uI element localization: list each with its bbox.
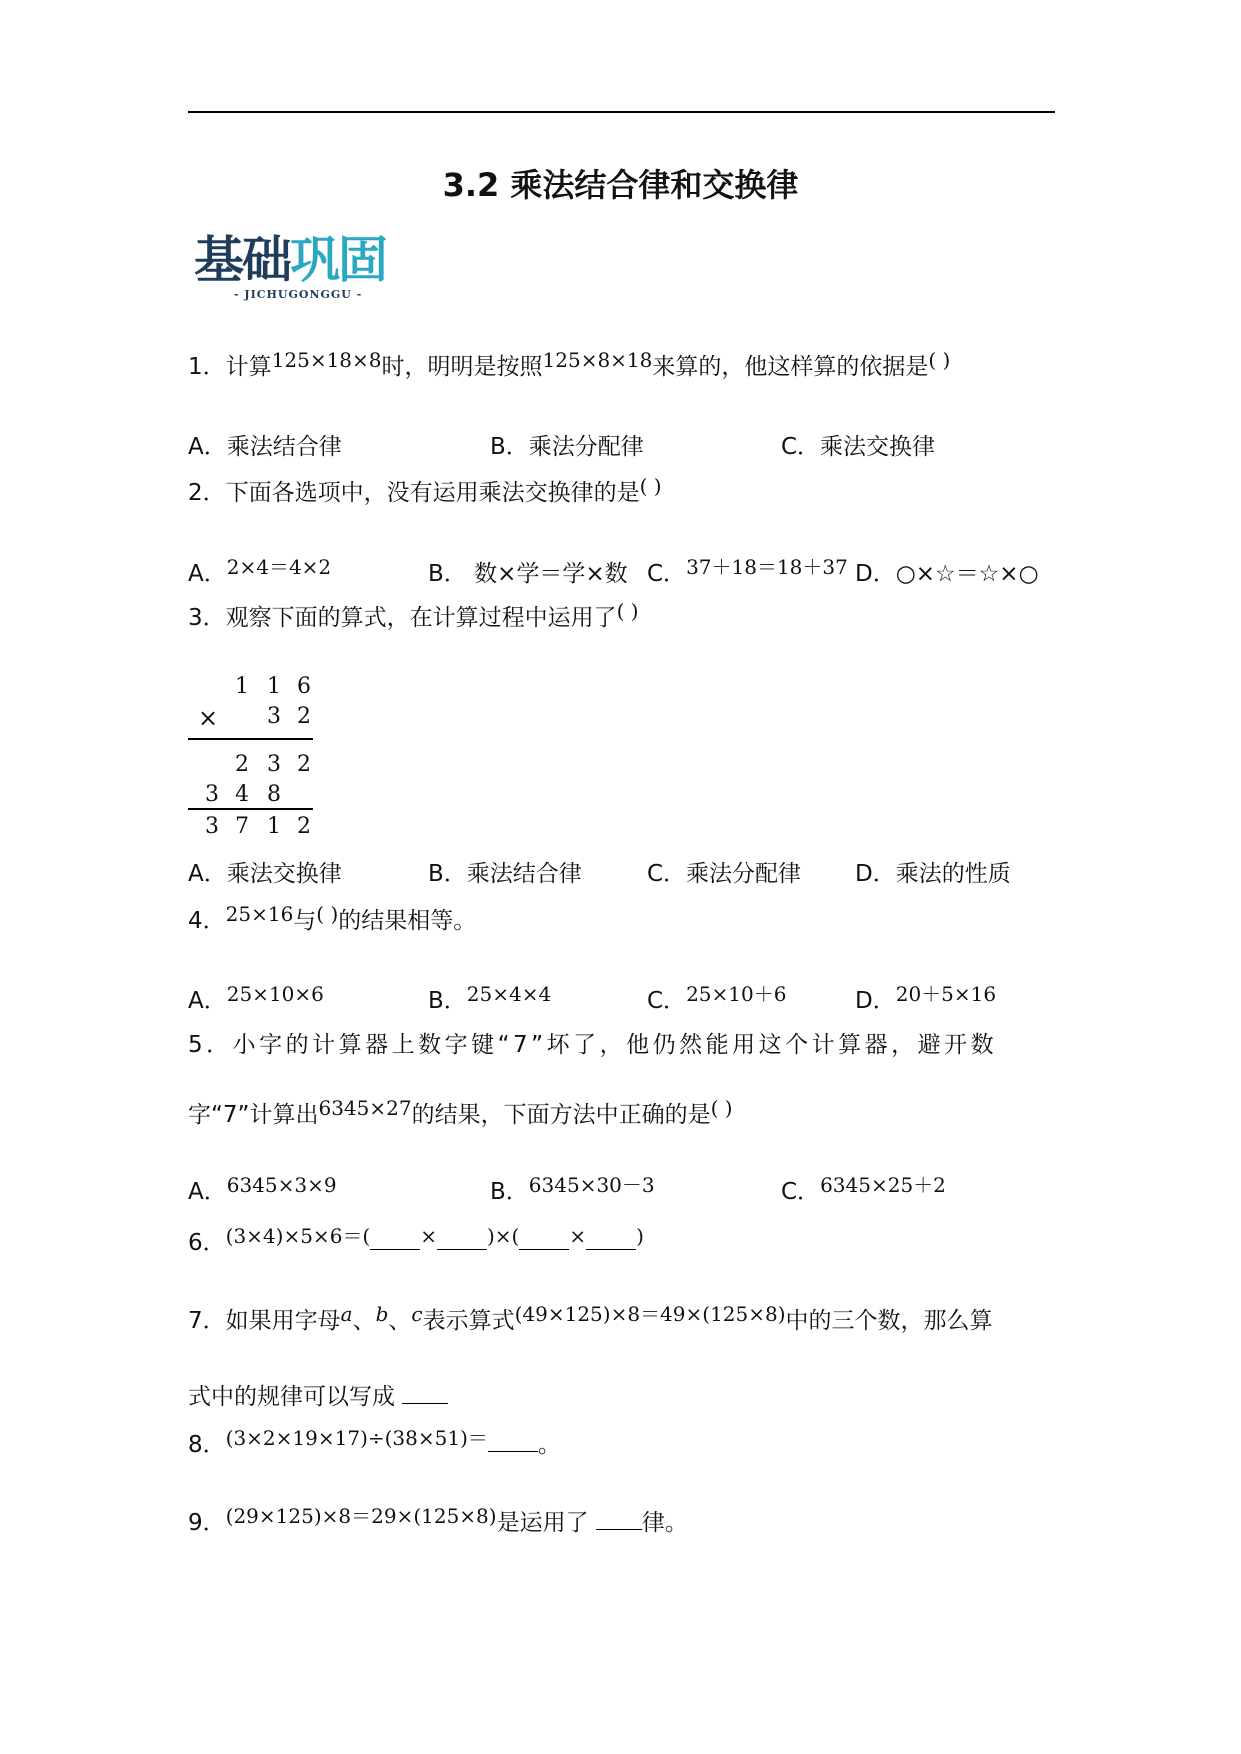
answer-blank[interactable] xyxy=(370,1249,420,1250)
q1-option-a: A．乘法结合律 xyxy=(188,434,342,460)
q8-end: 。 xyxy=(537,1432,561,1458)
q2-option-c xyxy=(647,555,848,588)
calc-digit: 4 xyxy=(235,782,249,807)
q4-b-label: B． xyxy=(428,988,467,1014)
q5-text-a: 字“7”计算出 xyxy=(188,1102,319,1128)
page-title: 3.2 乘法结合律和交换律 xyxy=(442,166,799,204)
q4-d-label: D． xyxy=(855,988,896,1014)
answer-blank[interactable] xyxy=(596,1529,642,1530)
calc-digit: 7 xyxy=(235,814,249,839)
question-8 xyxy=(188,1426,561,1460)
logo-text-dark: 基础 xyxy=(194,231,290,289)
q5-a-expr: 6345×3×9 xyxy=(226,1173,337,1197)
q4-b-expr: 25×4×4 xyxy=(466,982,552,1006)
q9-text-2: 是运用了 xyxy=(496,1510,589,1536)
q5-c-expr: 6345×25＋2 xyxy=(820,1173,946,1197)
q5-c-label: C． xyxy=(781,1179,821,1205)
calc-digit: 2 xyxy=(297,752,311,777)
q7-line-1 xyxy=(188,1302,993,1336)
q1-option-b: B．乘法分配律 xyxy=(490,434,644,460)
q1-text-1: 1．计算 xyxy=(188,354,272,380)
q2-a-expr: 2×4＝4×2 xyxy=(226,555,332,579)
q3-answer-paren: ( ) xyxy=(616,599,639,623)
q2-answer-paren: ( ) xyxy=(639,474,662,498)
calc-digit: 3 xyxy=(267,704,281,729)
q1-expr-1: 125×18×8 xyxy=(271,348,382,372)
q1-expr-2: 125×8×18 xyxy=(542,348,653,372)
calc-rule xyxy=(188,738,313,740)
q9-num: 9． xyxy=(188,1510,226,1536)
q7-text-c: 中的三个数，那么算 xyxy=(785,1308,993,1334)
q5-line-2 xyxy=(188,1096,733,1130)
times-sign: × xyxy=(198,704,219,732)
question-2 xyxy=(188,474,662,508)
q2-a-label: A． xyxy=(188,561,227,587)
q5-option-a xyxy=(188,1173,337,1206)
answer-blank[interactable] xyxy=(519,1249,569,1250)
q7-expr: (49×125)×8＝49×(125×8) xyxy=(514,1302,786,1326)
answer-blank[interactable] xyxy=(488,1451,538,1452)
calc-digit: 2 xyxy=(297,704,311,729)
question-1 xyxy=(188,348,951,382)
calc-digit: 3 xyxy=(205,782,219,807)
q1-answer-paren: ( ) xyxy=(928,348,951,372)
q3-text: 3．观察下面的算式，在计算过程中运用了 xyxy=(188,605,617,631)
q3-option-c: C．乘法分配律 xyxy=(647,861,802,887)
calc-rule xyxy=(188,808,313,810)
q2-option-d xyxy=(855,555,1039,588)
q5-text-b: 的结果，下面方法中正确的是 xyxy=(411,1102,711,1128)
q6-expr: (3×4)×5×6＝( xyxy=(225,1224,371,1248)
q4-c-expr: 25×10＋6 xyxy=(686,982,787,1006)
question-6 xyxy=(188,1224,644,1258)
q7-sep-1: 、 xyxy=(352,1308,376,1334)
q9-end: 律。 xyxy=(641,1510,688,1536)
q4-text-3: 的结果相等。 xyxy=(338,908,477,934)
q1-text-3: 来算的，他这样算的依据是 xyxy=(652,354,929,380)
q3-option-a: A．乘法交换律 xyxy=(188,861,342,887)
q4-expr: 25×16 xyxy=(225,902,294,926)
q6-times-1: × xyxy=(420,1224,437,1248)
calc-digit: 2 xyxy=(235,752,249,777)
answer-blank[interactable] xyxy=(437,1249,487,1250)
section-logo xyxy=(194,232,409,304)
answer-blank[interactable] xyxy=(586,1249,636,1250)
calc-digit: 1 xyxy=(235,674,249,699)
q7-text-a: 7．如果用字母 xyxy=(188,1308,341,1334)
q7-var-c: c xyxy=(411,1302,423,1326)
q4-option-c xyxy=(647,982,786,1015)
q5-answer-paren: ( ) xyxy=(710,1096,733,1120)
question-9 xyxy=(188,1504,688,1538)
q9-expr: (29×125)×8＝29×(125×8) xyxy=(225,1504,497,1528)
calc-digit: 3 xyxy=(205,814,219,839)
q5-option-b xyxy=(490,1173,655,1206)
q4-c-label: C． xyxy=(647,988,687,1014)
q6-mid: )×( xyxy=(487,1224,520,1248)
q2-text: 2．下面各选项中，没有运用乘法交换律的是 xyxy=(188,480,640,506)
calc-digit: 1 xyxy=(267,814,281,839)
q6-end: ) xyxy=(636,1224,644,1248)
q7-line-2 xyxy=(188,1382,448,1412)
calc-digit: 2 xyxy=(297,814,311,839)
q3-option-d: D．乘法的性质 xyxy=(855,861,1011,887)
q2-d-expr: ○×☆＝☆×○ xyxy=(895,561,1039,587)
q4-num: 4． xyxy=(188,908,226,934)
answer-blank[interactable] xyxy=(402,1403,448,1404)
calc-digit: 6 xyxy=(297,674,311,699)
q1-option-c: C．乘法交换律 xyxy=(781,434,936,460)
q4-option-b xyxy=(428,982,551,1015)
q4-answer-paren: ( ) xyxy=(316,902,339,926)
q8-num: 8． xyxy=(188,1432,226,1458)
q7-text-line2: 式中的规律可以写成 xyxy=(188,1384,395,1410)
q4-option-a xyxy=(188,982,324,1015)
q8-expr: (3×2×19×17)÷(38×51)＝ xyxy=(225,1426,488,1450)
q1-text-2: 时，明明是按照 xyxy=(381,354,543,380)
q7-sep-2: 、 xyxy=(388,1308,412,1334)
q5-option-c xyxy=(781,1173,946,1206)
q4-d-expr: 20＋5×16 xyxy=(895,982,997,1006)
q5-a-label: A． xyxy=(188,1179,227,1205)
q4-option-d xyxy=(855,982,996,1015)
question-4 xyxy=(188,902,477,936)
q5-b-label: B． xyxy=(490,1179,529,1205)
calc-digit: 8 xyxy=(267,782,281,807)
logo-text-light: 巩固 xyxy=(290,231,386,289)
q5-b-expr: 6345×30－3 xyxy=(528,1173,655,1197)
q4-a-label: A． xyxy=(188,988,227,1014)
q7-var-a: a xyxy=(340,1302,353,1326)
q4-a-expr: 25×10×6 xyxy=(226,982,324,1006)
calc-digit: 3 xyxy=(267,752,281,777)
q5-line-1: 5．小字的计算器上数字键“7”坏了，他仍然能用这个计算器，避开数 xyxy=(188,1032,998,1058)
header-rule xyxy=(188,111,1055,113)
q5-expr: 6345×27 xyxy=(318,1096,412,1120)
q2-option-b: B． 数×学＝学×数 xyxy=(428,561,628,587)
q2-c-expr: 37＋18＝18＋37 xyxy=(686,555,848,579)
q3-option-b: B．乘法结合律 xyxy=(428,861,582,887)
q4-text-2: 与 xyxy=(293,908,317,934)
calc-digit: 1 xyxy=(267,674,281,699)
q6-times-2: × xyxy=(569,1224,587,1248)
q7-var-b: b xyxy=(375,1302,389,1326)
q7-text-b: 表示算式 xyxy=(422,1308,515,1334)
q6-num: 6． xyxy=(188,1230,226,1256)
q2-d-label: D． xyxy=(855,561,896,587)
logo-subtitle: - JICHUGONGGU - xyxy=(234,288,363,301)
q2-option-a xyxy=(188,555,331,588)
q2-c-label: C． xyxy=(647,561,687,587)
question-3 xyxy=(188,599,639,633)
